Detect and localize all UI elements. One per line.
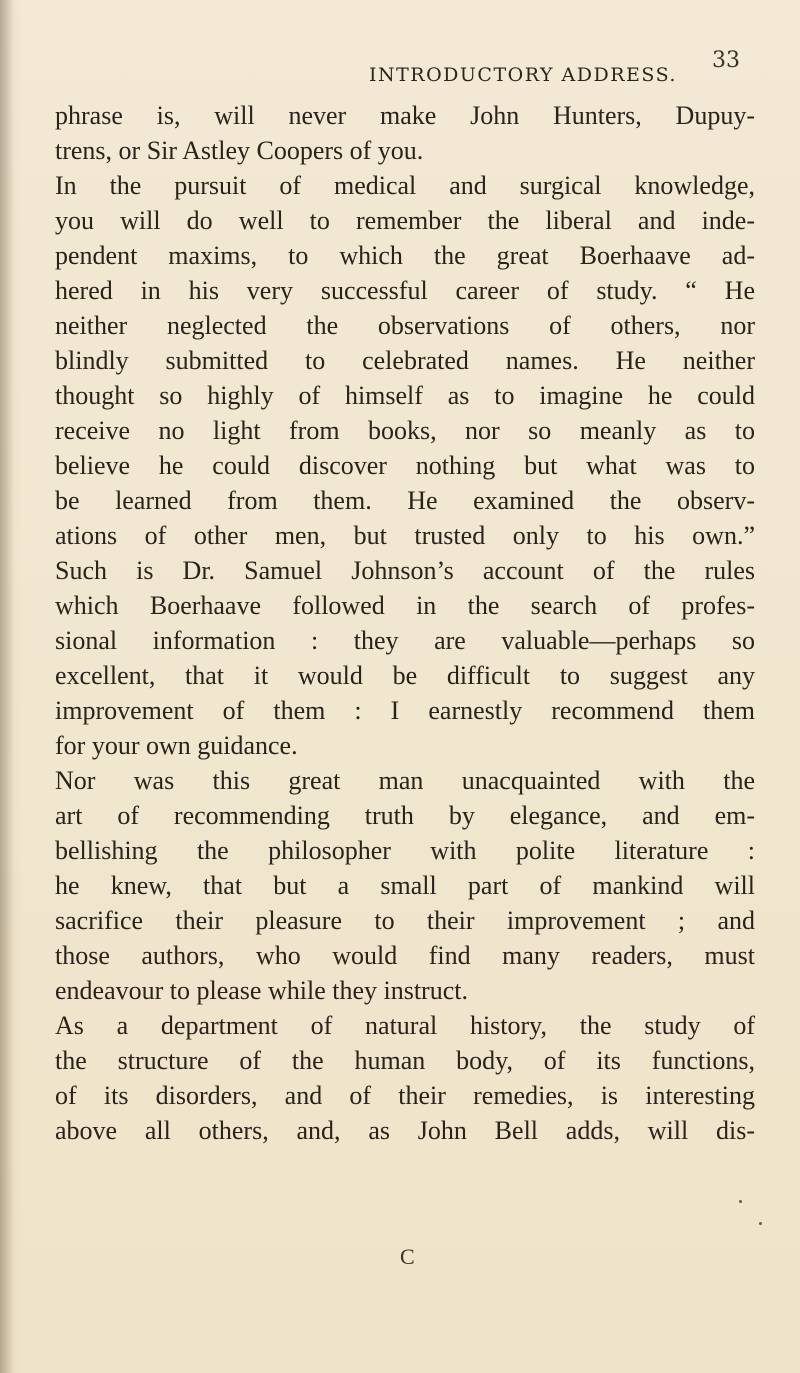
paper-speck [759,1222,762,1225]
text-line: you will do well to remember the liberal and inde- [55,206,755,235]
text-line: In the pursuit of medical and surgical knowledge, [55,171,755,200]
text-line: sional information : they are valuable—perhaps so [55,626,755,655]
text-line: sacrifice their pleasure to their improvement ; and [55,906,755,935]
text-line: bellishing the philosopher with polite literature : [55,836,755,865]
text-line: improvement of them : I earnestly recommend them [55,696,755,725]
text-line: hered in his very successful career of study. “ He [55,276,755,305]
text-line: phrase is, will never make John Hunters, Dupuy- [55,101,755,130]
paper-speck [739,1200,742,1203]
spine-shadow [0,0,14,1373]
text-line: believe he could discover nothing but what was to [55,451,755,480]
text-line: trens, or Sir Astley Coopers of you. [55,136,424,165]
text-line: Nor was this great man unacquainted with the [55,766,755,795]
signature-mark: C [400,1244,415,1269]
text-line: receive no light from books, nor so meanly as to [55,416,755,445]
text-line: blindly submitted to celebrated names. He neither [55,346,755,375]
text-line: be learned from them. He examined the observ- [55,486,755,515]
text-line: art of recommending truth by elegance, and em- [55,801,755,830]
body-text [55,98,755,1148]
text-line: Such is Dr. Samuel Johnson’s account of the rules [55,556,755,585]
text-line: As a department of natural history, the study of [55,1011,755,1040]
text-line: above all others, and, as John Bell adds, will dis- [55,1116,755,1145]
text-line: thought so highly of himself as to imagine he could [55,381,755,410]
text-line: endeavour to please while they instruct. [55,976,468,1005]
page-number: 33 [712,48,740,73]
text-line: pendent maxims, to which the great Boerhaave ad- [55,241,755,270]
text-line: neither neglected the observations of others, nor [55,311,755,340]
text-line: he knew, that but a small part of mankind will [55,871,755,900]
running-title: INTRODUCTORY ADDRESS. [369,64,677,86]
text-line: the structure of the human body, of its functions, [55,1046,755,1075]
running-head [0,48,800,94]
text-line: excellent, that it would be difficult to suggest any [55,661,755,690]
text-line: of its disorders, and of their remedies, is interesting [55,1081,755,1110]
text-line: ations of other men, but trusted only to his own.” [55,521,755,550]
text-line: for your own guidance. [55,731,298,760]
text-line: those authors, who would find many readers, must [55,941,755,970]
text-line: which Boerhaave followed in the search of profes- [55,591,755,620]
